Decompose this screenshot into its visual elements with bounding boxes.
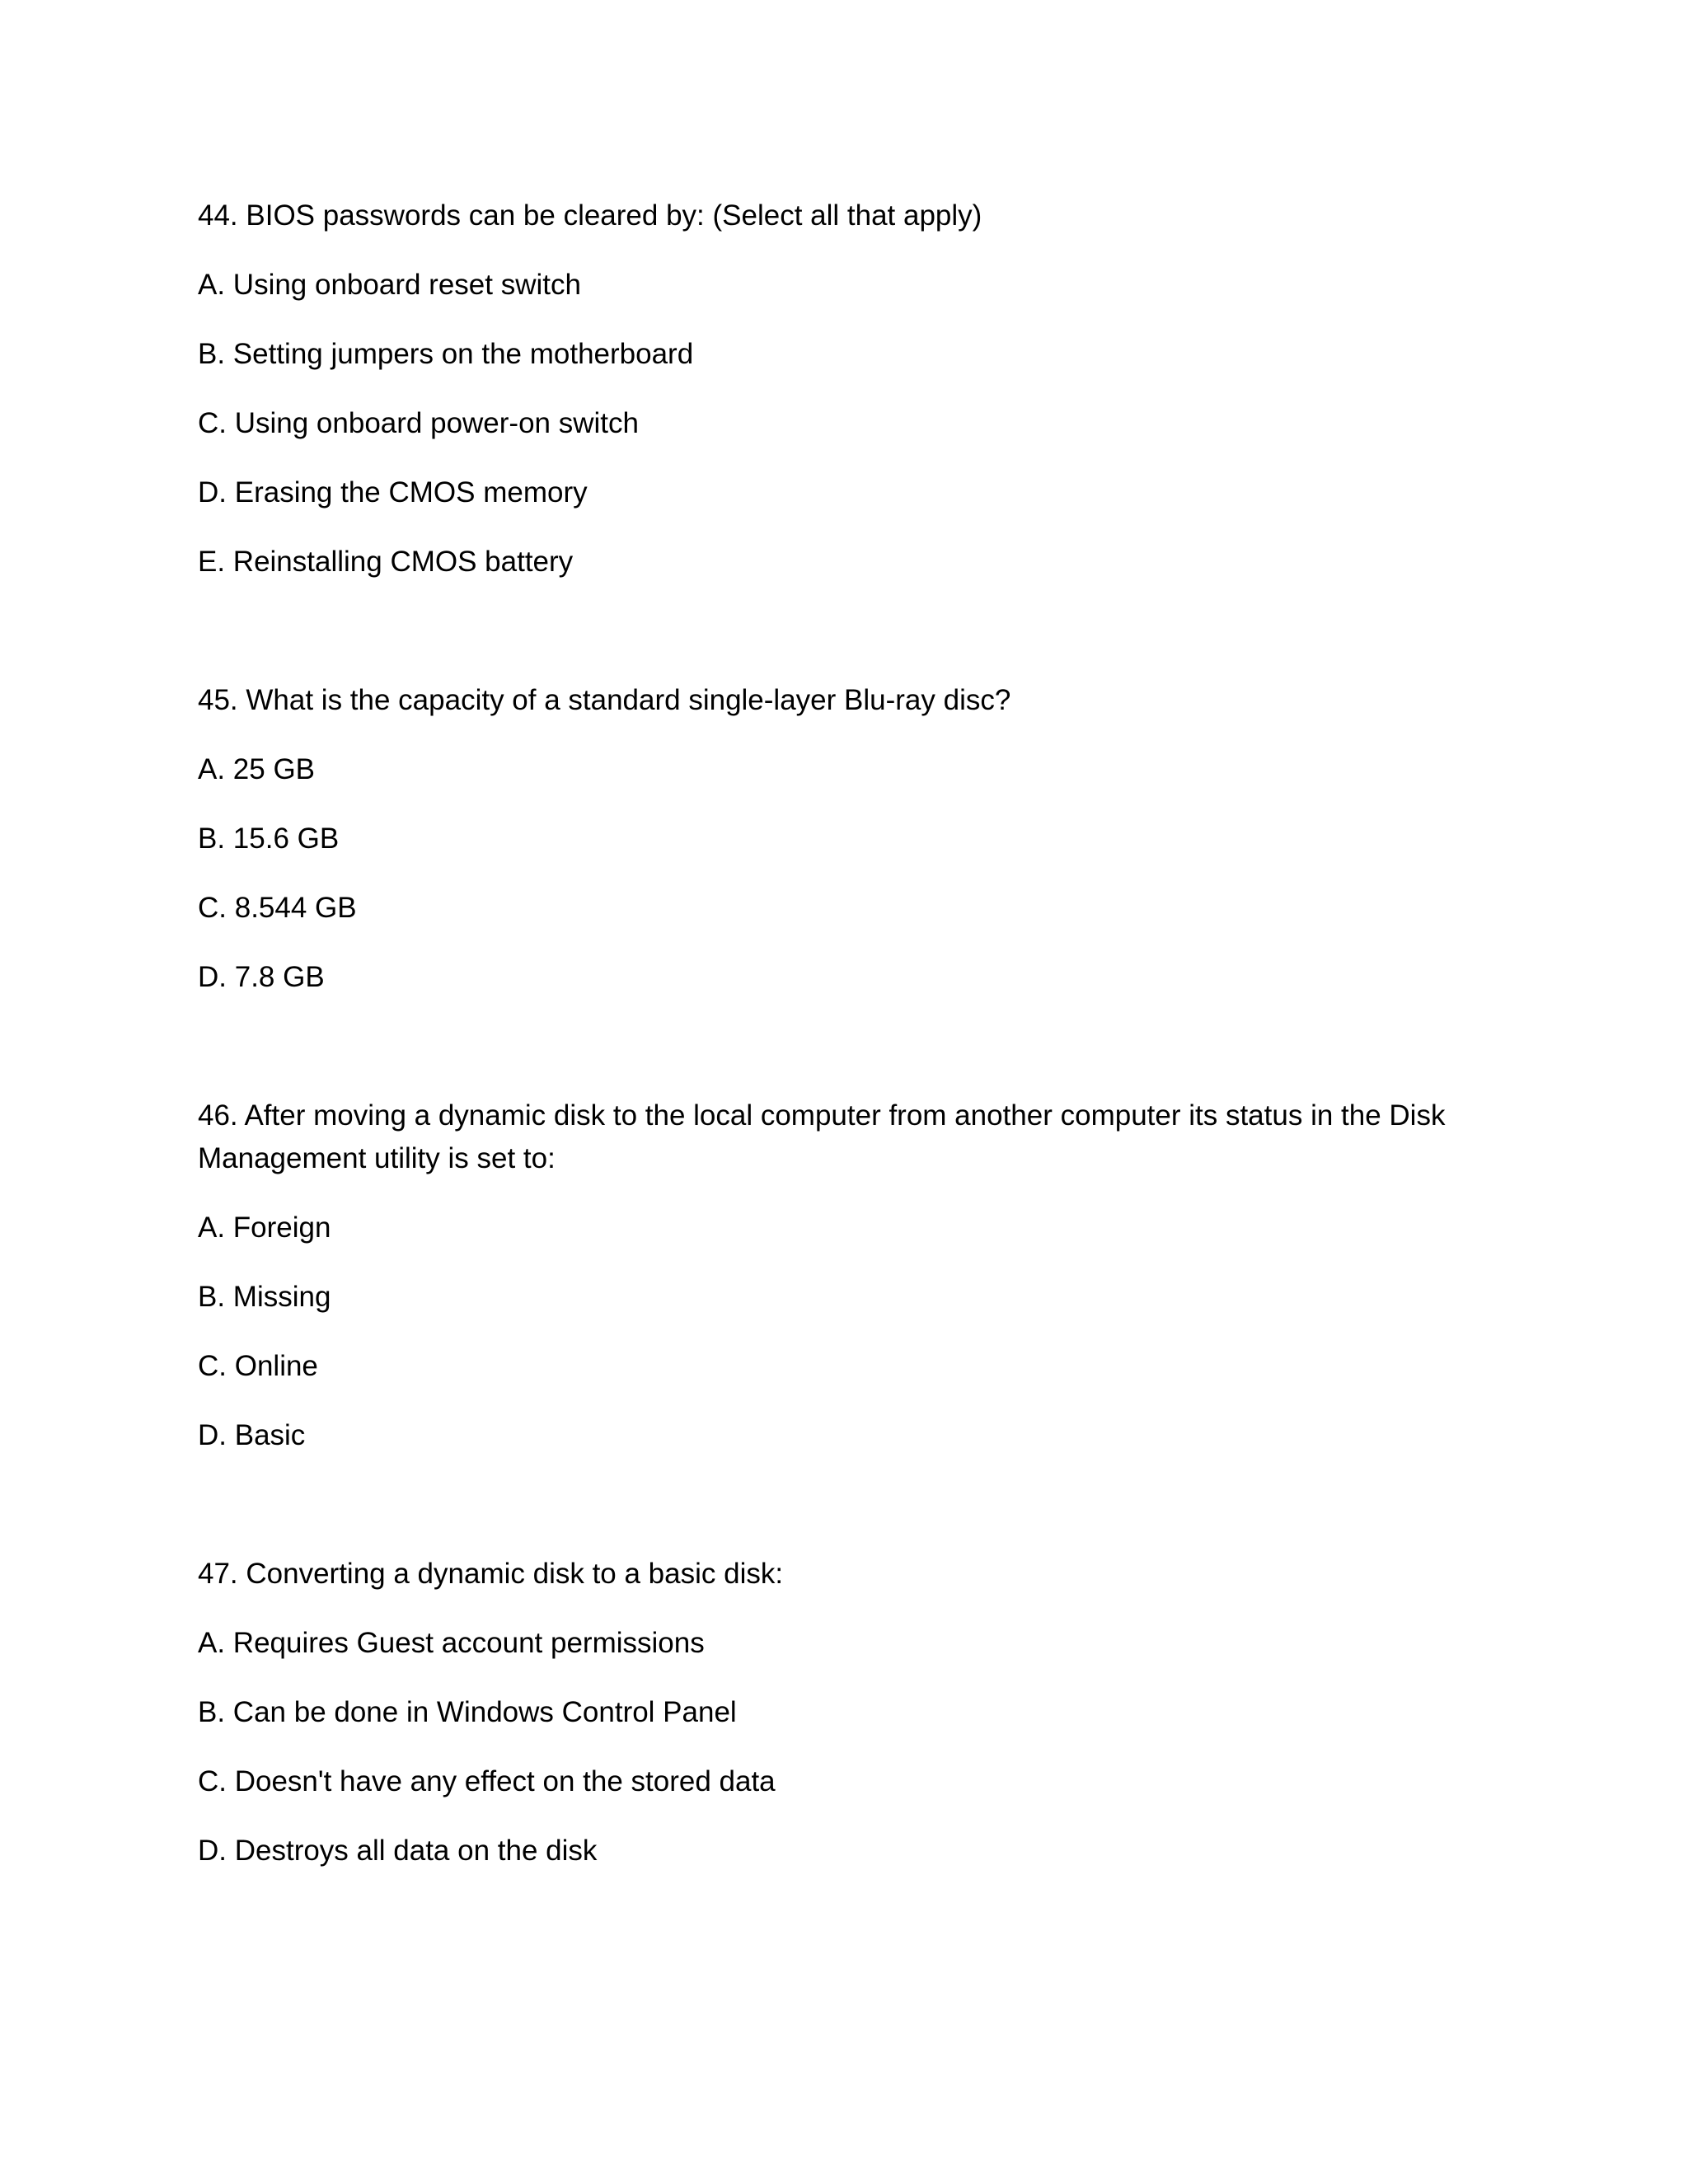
question-47-option-d: D. Destroys all data on the disk (198, 1835, 598, 1867)
question-47-option-a: A. Requires Guest account permissions (198, 1627, 705, 1659)
question-46-option-b: B. Missing (198, 1281, 331, 1313)
question-46-stem-line-1: 46. After moving a dynamic disk to the local computer from another computer its status in the Disk (198, 1099, 1446, 1132)
question-44-option-a: A. Using onboard reset switch (198, 269, 581, 301)
question-46-stem-line-2: Management utility is set to: (198, 1142, 556, 1174)
question-44-option-c: C. Using onboard power-on switch (198, 407, 639, 439)
question-47-stem: 47. Converting a dynamic disk to a basic disk: (198, 1558, 784, 1590)
question-45-option-c: C. 8.544 GB (198, 892, 357, 924)
question-45-option-a: A. 25 GB (198, 753, 316, 785)
question-47-option-c: C. Doesn't have any effect on the stored data (198, 1765, 776, 1797)
question-44-option-b: B. Setting jumpers on the motherboard (198, 338, 694, 370)
question-44-option-e: E. Reinstalling CMOS battery (198, 546, 574, 578)
question-46-option-a: A. Foreign (198, 1212, 331, 1244)
question-46-option-c: C. Online (198, 1350, 318, 1382)
question-46-option-d: D. Basic (198, 1419, 306, 1451)
question-45-option-b: B. 15.6 GB (198, 823, 340, 855)
question-44-stem: 44. BIOS passwords can be cleared by: (Select all that apply) (198, 199, 982, 232)
question-47-option-b: B. Can be done in Windows Control Panel (198, 1696, 737, 1728)
question-44-option-d: D. Erasing the CMOS memory (198, 476, 588, 509)
question-45-option-d: D. 7.8 GB (198, 961, 325, 993)
question-45-stem: 45. What is the capacity of a standard single-layer Blu-ray disc? (198, 684, 1011, 716)
